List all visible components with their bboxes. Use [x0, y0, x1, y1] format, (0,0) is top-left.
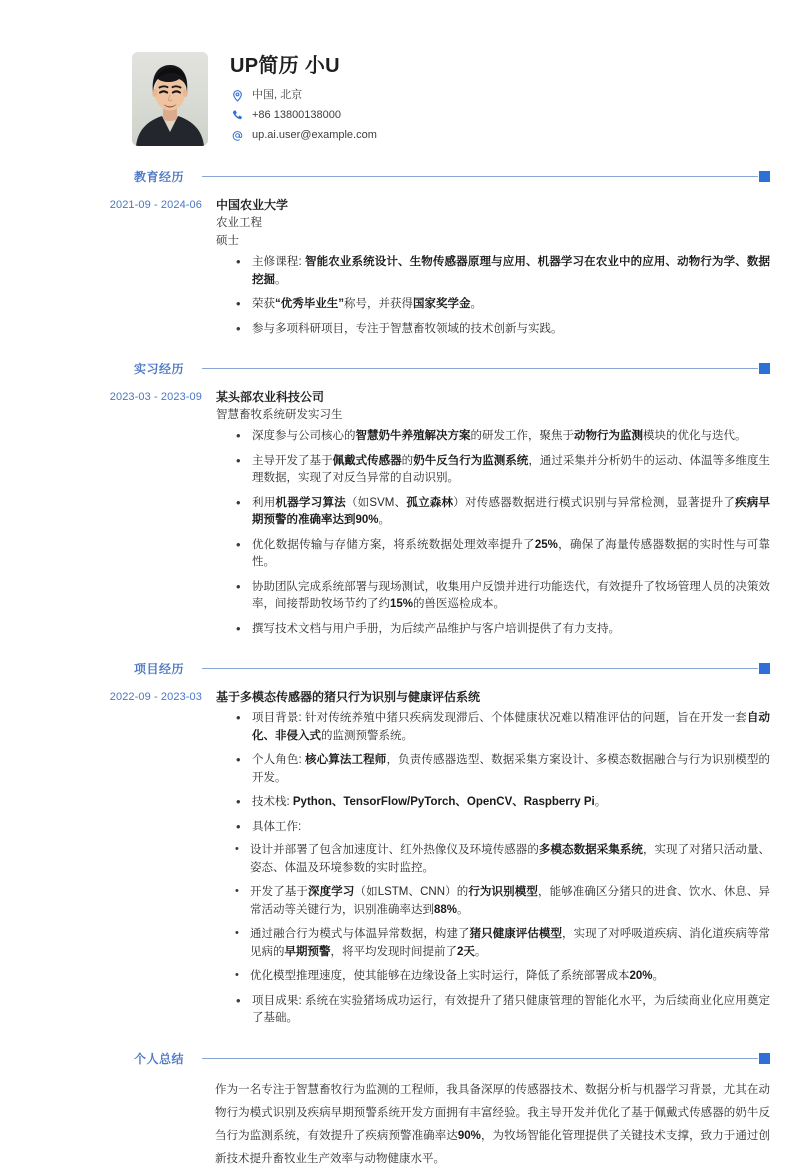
location-pin-icon: [230, 89, 244, 103]
contact-email-text: up.ai.user@example.com: [252, 129, 377, 141]
summary-wrap: [0, 1079, 800, 1171]
list-item: • 利用机器学习算法（如SVM、孤立森林）对传感器数据进行模式识别与异常检测，显著提升了疾病早期预警的准确率达到90%。: [234, 495, 770, 530]
project-bullets: [216, 710, 770, 836]
contact-location: [230, 86, 377, 105]
personal-summary-text: 作为一名专注于智慧畜牧行为监测的工程师，我具备深厚的传感器技术、数据分析与机器学习背景，尤其在动物行为模式识别及疾病早期预警系统开发方面拥有丰富经验。我主导开发并优化了基于佩戴式传感器的奶牛反刍行为监测系统，有效提升了疾病预警准确率达90%，为牧场智能化管理提供了关键技术支撑，致力于通过创新技术提升畜牧业生产效率与动物健康水平。: [215, 1083, 771, 1165]
list-item: • 主修课程: 智能农业系统设计、生物传感器原理与应用、机器学习在农业中的应用、动物行为学、数据挖掘。: [234, 254, 770, 289]
list-item: • 撰写技术文档与用户手册，为后续产品维护与客户培训提供了有力支持。: [234, 621, 770, 639]
section-accent-square: [759, 663, 770, 674]
section-title-education: 教育经历: [133, 170, 184, 184]
phone-icon: [230, 109, 244, 123]
section-header-projects: [0, 660, 800, 677]
internship-entry: [0, 388, 800, 638]
header-info: [230, 52, 377, 146]
list-item: • 通过融合行为模式与体温异常数据，构建了猪只健康评估模型，实现了对呼吸道疾病、消化道疾病等常见病的早期预警，将平均发现时间提前了2天。: [232, 926, 770, 961]
list-item: • 优化数据传输与存储方案，将系统数据处理效率提升了25%，确保了海量传感器数据的实时性与可靠性。: [234, 537, 770, 572]
list-item: • 主导开发了基于佩戴式传感器的奶牛反刍行为监测系统，通过采集并分析奶牛的运动、体温等多维度生理数据，实现了对反刍异常的自动识别。: [234, 453, 770, 488]
education-school: 中国农业大学: [216, 198, 289, 212]
project-entry: [0, 688, 800, 1028]
section-accent-square: [759, 171, 770, 182]
internship-date: 2023-03 - 2023-09: [109, 391, 202, 403]
page-title: UP简历 小U: [230, 55, 340, 77]
education-body: [216, 196, 770, 338]
list-item: • 荣获“优秀毕业生”称号，并获得国家奖学金。: [234, 296, 770, 314]
section-title-summary: 个人总结: [133, 1051, 184, 1066]
list-item: • 参与多项科研项目，专注于智慧畜牧领域的技术创新与实践。: [234, 321, 770, 339]
internship-role: 智慧畜牧系统研发实习生: [216, 409, 343, 421]
education-date: 2021-09 - 2024-06: [109, 199, 202, 211]
section-rule: [202, 668, 758, 669]
section-rule: [202, 368, 758, 369]
list-item: • 项目成果: 系统在实验猪场成功运行，有效提升了猪只健康管理的智能化水平，为后续商业化应用奠定了基础。: [234, 993, 770, 1028]
list-item: • 深度参与公司核心的智慧奶牛养殖解决方案的研发工作，聚焦于动物行为监测模块的优化与迭代。: [234, 428, 770, 446]
internship-company: 某头部农业科技公司: [216, 390, 325, 404]
section-rule: [202, 1058, 758, 1059]
list-item: • 优化模型推理速度，使其能够在边缘设备上实时运行，降低了系统部署成本20%。: [232, 968, 770, 986]
contact-email: [230, 126, 377, 145]
list-item: • 设计并部署了包含加速度计、红外热像仪及环境传感器的多模态数据采集系统，实现了对猪只活动量、姿态、体温及环境参数的实时监控。: [232, 842, 770, 877]
section-header-internship: [0, 360, 800, 377]
contact-location-text: 中国, 北京: [252, 89, 303, 101]
contact-phone: [230, 106, 377, 125]
internship-body: [216, 388, 770, 638]
education-major: 农业工程: [216, 217, 262, 229]
email-at-icon: [230, 129, 244, 143]
list-item: • 开发了基于深度学习（如LSTM、CNN）的行为识别模型，能够准确区分猪只的进食、饮水、休息、异常活动等关键行为，识别准确率达到88%。: [232, 884, 770, 919]
project-title: 基于多模态传感器的猪只行为识别与健康评估系统: [216, 690, 481, 704]
profile-photo: [132, 52, 208, 146]
education-entry: [0, 196, 800, 338]
education-degree: 硕士: [216, 235, 239, 247]
list-item: • 协助团队完成系统部署与现场测试，收集用户反馈并进行功能迭代，有效提升了牧场管理人员的决策效率，间接帮助牧场节约了约15%的兽医巡检成本。: [234, 579, 770, 614]
list-item: • 具体工作:: [234, 819, 770, 837]
project-tail-bullets: [216, 993, 770, 1028]
section-accent-square: [759, 1053, 770, 1064]
section-rule: [202, 176, 758, 177]
section-title-internship: 实习经历: [133, 362, 184, 376]
section-header-education: [0, 168, 800, 185]
contact-phone-text: +86 13800138000: [252, 109, 342, 121]
project-sub-bullets: [216, 842, 770, 986]
section-accent-square: [759, 363, 770, 374]
list-item: • 项目背景: 针对传统养殖中猪只疾病发现滞后、个体健康状况难以精准评估的问题，旨在开发一套自动化、非侵入式的监测预警系统。: [234, 710, 770, 745]
internship-bullets: [216, 428, 770, 638]
section-header-summary: [0, 1050, 800, 1067]
resume-header: [0, 0, 800, 146]
list-item: • 技术栈: Python、TensorFlow/PyTorch、OpenCV、Raspberry Pi。: [234, 794, 770, 812]
list-item: • 个人角色: 核心算法工程师，负责传感器选型、数据采集方案设计、多模态数据融合与行为识别模型的开发。: [234, 752, 770, 787]
project-date: 2022-09 - 2023-03: [109, 691, 202, 703]
section-title-projects: 项目经历: [133, 662, 184, 676]
education-bullets: [216, 254, 770, 338]
project-body: [216, 688, 770, 1028]
